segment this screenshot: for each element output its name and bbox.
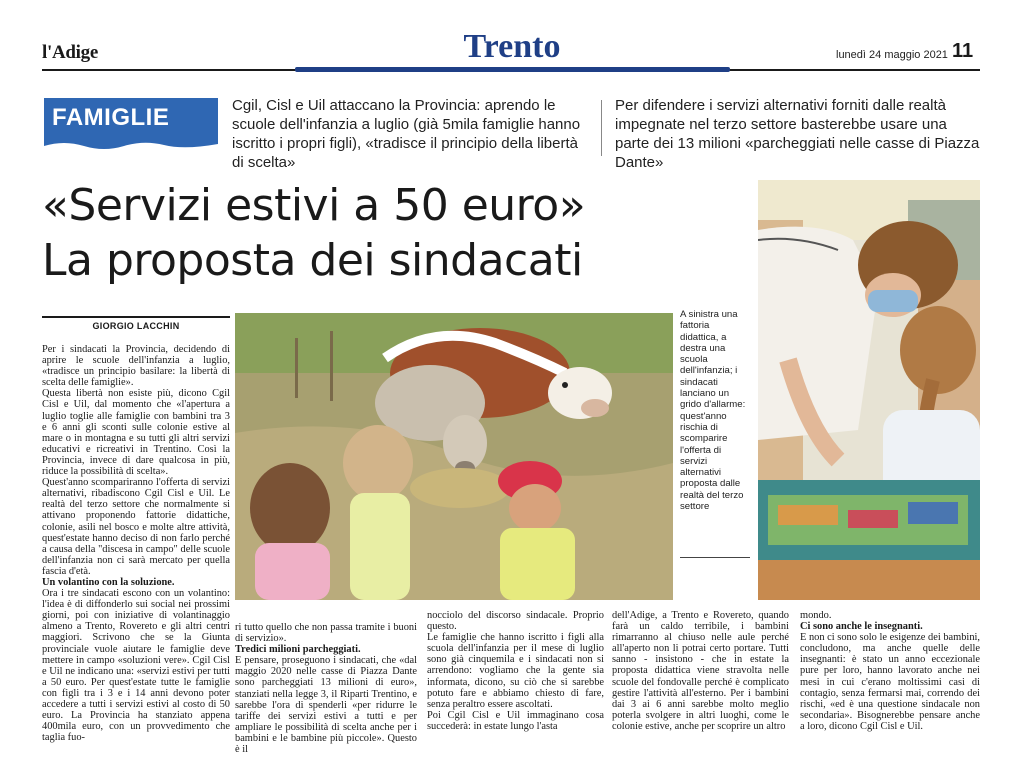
subheading: Ci sono anche le insegnanti. bbox=[800, 621, 923, 633]
masthead-accent-rule bbox=[295, 67, 730, 72]
paragraph: Le famiglie che hanno iscritto i figli alla scuola dell'infanzia per il mese di luglio sono già cinquemila e i sindacati non si arrendono: vogliamo che la gente sia informata, dicono, su ciò che si sarebbe potuto fare e abbiamo chiesto di fare, senza peraltro essere ascoltati. bbox=[427, 632, 604, 710]
paragraph: nocciolo del discorso sindacale. Proprio questo. bbox=[427, 610, 604, 633]
paragraph: E pensare, proseguono i sindacati, che «dal maggio 2020 nelle casse di Piazza Dante sono parcheggiati 13 milioni di euro», stanziati nella legge 3, il Riparti Trentino, e sarebbe l'ora di spenderli «per ridurre le tariffe dei servizi estivi a tutti e per ampliare le possibilità di scelta anche per i bambini e le bambine più piccole». Questo è il bbox=[235, 655, 417, 756]
headline-line-2: La proposta dei sindacati bbox=[42, 235, 583, 286]
issue-date: lunedì 24 maggio 2021 bbox=[836, 49, 948, 61]
section-title: Trento bbox=[463, 28, 561, 65]
deck-left: Cgil, Cisl e Uil attaccano la Provincia: aprendo le scuole dell'infanzia a luglio (già 5mila famiglie hanno iscritto i propri figli), «tradisce il principio della libertà di scelta» bbox=[232, 97, 581, 171]
paragraph: mondo. bbox=[800, 610, 832, 621]
farm-photo bbox=[235, 313, 673, 600]
article-column-3 bbox=[427, 610, 604, 732]
byline-rule bbox=[42, 316, 230, 318]
caption-rule bbox=[680, 557, 750, 558]
paragraph: Per i sindacati la Provincia, decidendo di aprire le scuole dell'infanzia a luglio, «tradisce un principio basilare: la libertà di scelta delle famiglie». bbox=[42, 344, 230, 389]
farm-photo-illustration bbox=[235, 313, 673, 600]
photo-caption: A sinistra una fattoria didattica, a destra una scuola dell'infanzia; i sindacati lanciano un grido d'allarme: quest'anno rischia di scomparire l'offerta di servizi alternativi proposta dalle realtà del terzo settore bbox=[680, 309, 746, 513]
newspaper-logo: l'Adige bbox=[42, 42, 98, 63]
paragraph: Questa libertà non esiste più, dicono Cgil Cisl e Uil, dal momento che «l'apertura a luglio toglie alle famiglie con bambini tra 3 e 6 anni gli sconti sulle colonie estive al mare o in montagna e su tutti gli altri servizi educativi e ricreativi in Trentino. Così la Provincia, invece di dare qualcosa in più, riduce la possibilità di scelta». bbox=[42, 388, 230, 478]
paragraph: Quest'anno scompariranno l'offerta di servizi alternativi, ribadiscono Cgil Cisl e Uil. Le realtà del terzo settore che normalmente si attivano proponendo fattorie didattiche, colonie, asili nel bosco e molte altre attività, quest'estate hanno deciso di non farlo perché a causa della "discesa in campo" delle scuole dell'infanzia non ci sarà mercato per quella fascia d'età. bbox=[42, 477, 230, 577]
subheading: Un volantino con la soluzione. bbox=[42, 576, 175, 588]
banner-wave-decoration bbox=[44, 138, 218, 156]
byline: GIORGIO LACCHIN bbox=[92, 321, 180, 331]
article-column-2 bbox=[235, 622, 417, 755]
kindergarten-photo-illustration bbox=[758, 180, 980, 600]
deck-right: Per difendere i servizi alternativi forniti dalle realtà impegnate nel terzo settore basterebbe usare una parte dei 13 milioni «parcheggiati nelle casse di Piazza Dante» bbox=[615, 97, 980, 171]
paragraph: E non ci sono solo le esigenze dei bambini, concludono, ma anche quelle delle insegnanti: è stato un anno eccezionale pure per loro, hanno lavorato anche nei mesi in cui c'erano moltissimi casi di contagio, senza fermarsi mai, correndo dei rischi, «ed è una questione sindacale non secondaria». Bisognerebbe pensare anche a loro, dicono Cgil Cisl e Uil. bbox=[800, 632, 980, 732]
subheading: Tredici milioni parcheggiati. bbox=[235, 644, 361, 656]
paragraph: ri tutto quello che non passa tramite i buoni di servizio». bbox=[235, 622, 417, 645]
topic-banner-label: FAMIGLIE bbox=[52, 104, 170, 131]
paragraph: dell'Adige, a Trento e Rovereto, quando farà un caldo terribile, i bambini rimarranno al chiuso nelle aule perché all'aperto non li potrai certo portare. Tutti sanno - insistono - che in estate la proposta didattica viene stravolta nelle scuole del fondovalle perché è complicato gestire l'attività all'esterno. Per i bambini dai 3 ai 6 anni sarebbe molto meglio poterla svolgere in altri luoghi, come le colonie estive, anche per scoprire un altro bbox=[612, 610, 789, 732]
headline-line-1: «Servizi estivi a 50 euro» bbox=[42, 180, 586, 231]
article-column-4 bbox=[612, 610, 789, 732]
paragraph: Poi Cgil Cisl e Uil immaginano cosa succederà: in estate lungo l'asta bbox=[427, 709, 604, 732]
article-column-1 bbox=[42, 344, 230, 743]
topic-banner bbox=[44, 98, 218, 156]
article-column-5 bbox=[800, 610, 980, 732]
paragraph: Ora i tre sindacati escono con un volantino: l'idea è di diffonderlo sui social nei prossimi giorni, poi con iniziative di volantinaggio almeno a Trento, Rovereto e gli altri centri maggiori. Scrivono che se la Giunta provinciale vuole aiutare le famiglie deve mettere in campo «soluzioni vere». Cgil Cisl e Uil ne indicano una: «servizi estivi per tutti a 50 euro. Per quest'estate tutte le famiglie con figli tra i 3 e i 14 anni devono poter accedere a tutti i servizi estivi al costo di 50 euro. La Provincia ha stanziato appena 400mila euro, con un provvedimento che taglia fuo- bbox=[42, 588, 230, 744]
page-number: 11 bbox=[952, 40, 974, 62]
kindergarten-photo bbox=[758, 180, 980, 600]
deck-divider bbox=[601, 100, 602, 156]
